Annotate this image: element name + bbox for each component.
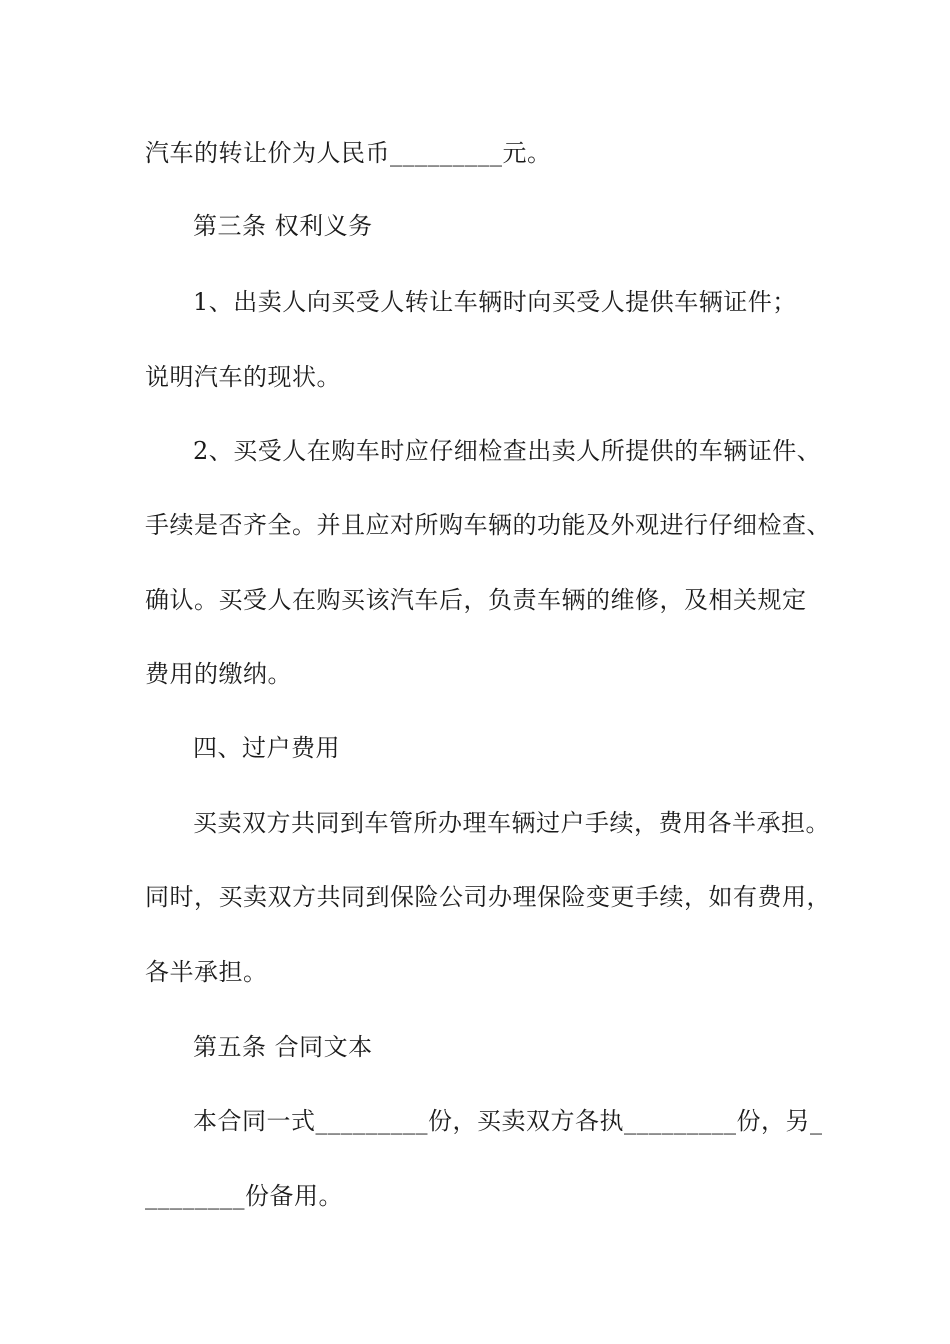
text-line-clause-2-cont-1: 手续是否齐全。并且应对所购车辆的功能及外观进行仔细检查、 [145, 511, 831, 539]
text-line-clause-2: 2、买受人在购车时应仔细检查出卖人所提供的车辆证件、 [193, 437, 822, 465]
text-line-clause-2-cont-3: 费用的缴纳。 [145, 660, 292, 688]
text-line-copies-2: ________份备用。 [145, 1182, 343, 1210]
text-line-price: 汽车的转让价为人民币_________元。 [145, 139, 552, 167]
text-line-fees-1: 买卖双方共同到车管所办理车辆过户手续，费用各半承担。 [193, 809, 830, 837]
text-line-fees-2: 同时，买卖双方共同到保险公司办理保险变更手续，如有费用， [145, 883, 831, 911]
text-line-clause-2-cont-2: 确认。买受人在购买该汽车后，负责车辆的维修，及相关规定 [145, 586, 807, 614]
text-line-clause-1: 1、出卖人向买受人转让车辆时向买受人提供车辆证件； [193, 288, 797, 316]
heading-article-3: 第三条 权利义务 [193, 212, 373, 240]
text-line-clause-1-cont: 说明汽车的现状。 [145, 363, 341, 391]
heading-article-5: 第五条 合同文本 [193, 1033, 373, 1061]
text-line-fees-3: 各半承担。 [145, 958, 268, 986]
text-line-copies-1: 本合同一式_________份，买卖双方各执_________份，另_ [193, 1107, 823, 1135]
heading-transfer-fees: 四、过户费用 [193, 734, 340, 762]
